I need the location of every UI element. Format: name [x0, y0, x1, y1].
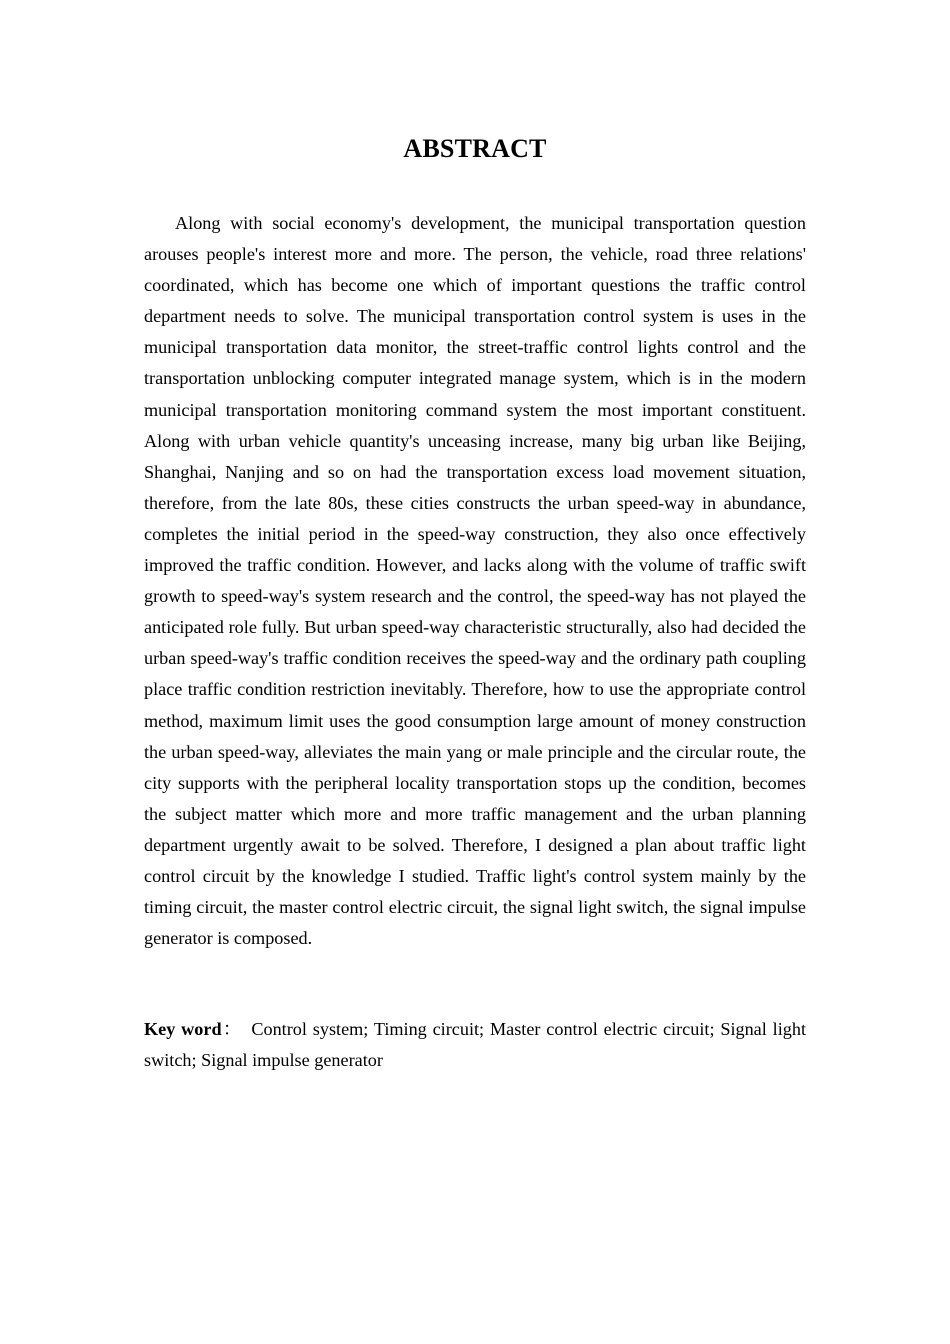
- abstract-body: Along with social economy's development, the municipal transportation question arouses people's interest more and more. The person, the vehicle, road three relations' coordinated, which has become one which of important questions the traffic control department needs to solve. The municipal transportation control system is uses in the municipal transportation data monitor, the street-traffic control lights control and the transportation unblocking computer integrated manage system, which is in the modern municipal transportation monitoring command system the most important constituent. Along with urban vehicle quantity's unceasing increase, many big urban like Beijing, Shanghai, Nanjing and so on had the transportation excess load movement situation, therefore, from the late 80s, these cities constructs the urban speed-way in abundance, completes the initial period in the speed-way construction, they also once effectively improved the traffic condition. However, and lacks along with the volume of traffic swift growth to speed-way's system research and the control, the speed-way has not played the anticipated role fully. But urban speed-way characteristic structurally, also had decided the urban speed-way's traffic condition receives the speed-way and the ordinary path coupling place traffic condition restriction inevitably. Therefore, how to use the appropriate control method, maximum limit uses the good consumption large amount of money construction the urban speed-way, alleviates the main yang or male principle and the circular route, the city supports with the peripheral locality transportation stops up the condition, becomes the subject matter which more and more traffic management and the urban planning department urgently await to be solved. Therefore, I designed a plan about traffic light control circuit by the knowledge I studied. Traffic light's control system mainly by the timing circuit, the master control electric circuit, the signal light switch, the signal impulse generator is composed.: [144, 213, 806, 949]
- keywords-text: Control system; Timing circuit; Master control electric circuit; Signal light switch; Signal impulse generator: [144, 1019, 806, 1071]
- keywords-label: Key word: [144, 1019, 222, 1039]
- keywords-paragraph: [144, 1014, 806, 1076]
- abstract-title: ABSTRACT: [403, 134, 547, 163]
- keywords-colon: ：: [221, 1019, 243, 1039]
